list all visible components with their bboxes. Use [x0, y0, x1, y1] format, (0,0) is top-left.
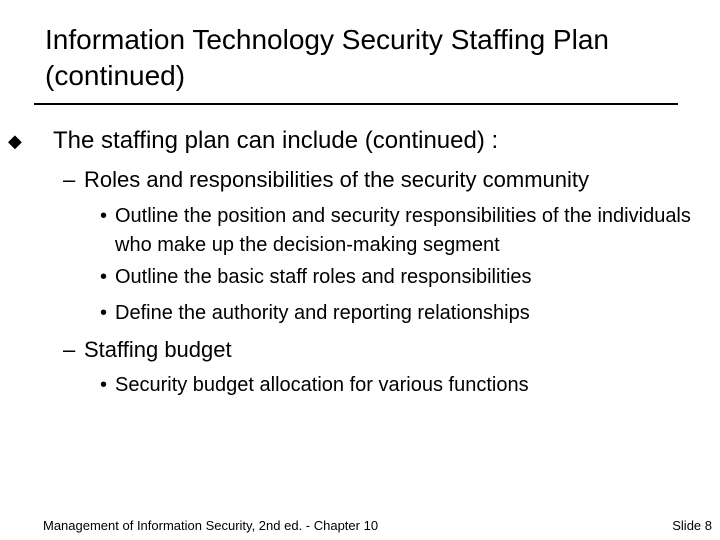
dash-bullet-icon: – [63, 167, 76, 192]
dot-bullet-icon: • [100, 205, 108, 227]
footer-book-title: Management of Information Security, 2nd ed. - Chapter 10 [43, 518, 379, 533]
dash-bullet-icon: – [63, 337, 76, 362]
point-text: Define the authority and reporting relationships [115, 302, 530, 324]
point-text: Outline the basic staff roles and responsibilities [115, 266, 532, 288]
sub-bullet-text: Roles and responsibilities of the security community [84, 167, 590, 192]
diamond-bullet-icon: ◆ [8, 131, 22, 151]
point-text: Security budget allocation for various functions [115, 374, 529, 396]
dot-bullet-icon: • [100, 374, 108, 396]
sub-bullet-text: Staffing budget [84, 337, 232, 362]
slide-title: Information Technology Security Staffing Plan (continued) [45, 24, 609, 91]
main-bullet-text: The staffing plan can include (continued) : [53, 127, 499, 154]
point-text: Outline the position and security responsibilities of the individuals who make up the decision-making segment [115, 205, 691, 256]
dot-bullet-icon: • [100, 302, 108, 324]
dot-bullet-icon: • [100, 266, 108, 288]
slide-number: Slide 8 [672, 518, 712, 533]
